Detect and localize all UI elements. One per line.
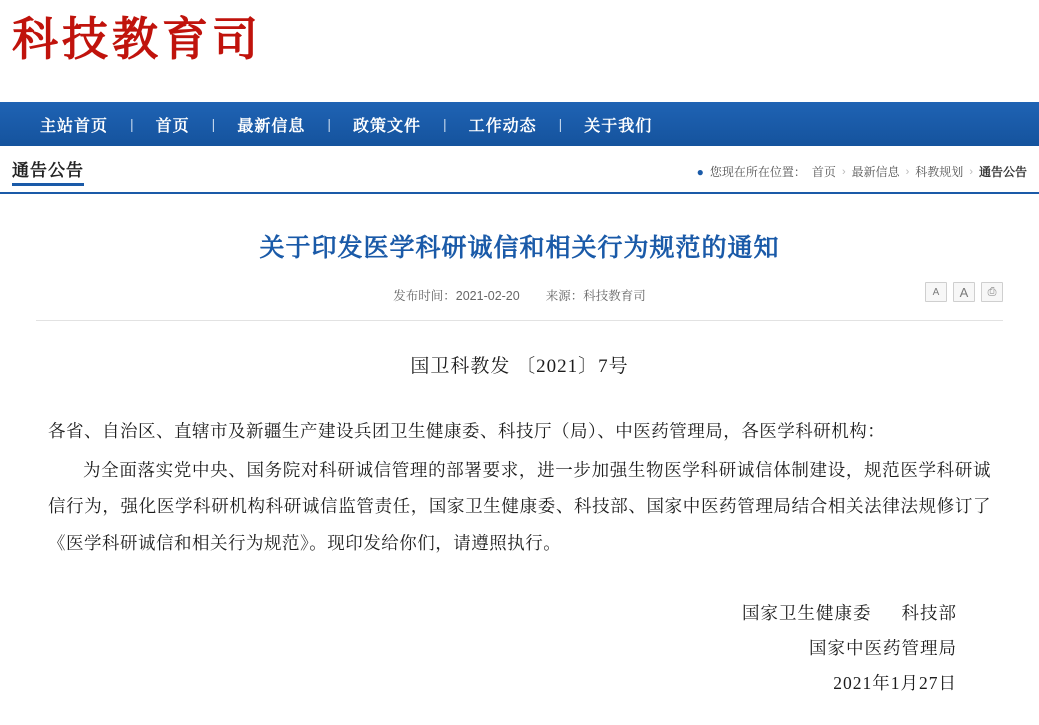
signature-tcm-admin: 国家中医药管理局 (809, 637, 957, 658)
breadcrumb-separator: › (841, 165, 846, 178)
nav-separator: | (442, 116, 447, 132)
nav-item-main-home[interactable]: 主站首页 (40, 117, 109, 135)
nav-item-work-updates[interactable]: 工作动态 (468, 117, 537, 135)
nav-item-home[interactable]: 首页 (155, 117, 190, 135)
decrease-font-button[interactable]: A (925, 282, 947, 302)
nav-separator: | (327, 116, 331, 132)
breadcrumb-item-current: 通告公告 (978, 165, 1027, 179)
breadcrumb-item-science-education-plan[interactable]: 科教规划 (915, 165, 964, 179)
location-pin-icon: ● (696, 164, 704, 179)
nav-item-policy-documents[interactable]: 政策文件 (352, 117, 421, 135)
signature-nhc: 国家卫生健康委 (742, 602, 872, 623)
publish-time-label: 发布时间： (393, 289, 456, 303)
nav-item-latest-info[interactable]: 最新信息 (237, 117, 306, 135)
breadcrumb-separator: › (905, 165, 910, 178)
nav-separator: | (558, 116, 563, 132)
article-paragraph: 各省、自治区、直辖市及新疆生产建设兵团卫生健康委、科技厅（局）、中医药管理局，各医学科研机构： (48, 420, 886, 441)
article (0, 194, 1039, 701)
article-title: 关于印发医学科研诚信和相关行为规范的通知 (259, 235, 780, 262)
signature-line-agencies (48, 596, 957, 631)
site-logo: 科技教育司 (12, 14, 262, 65)
signature-most: 科技部 (901, 602, 957, 623)
page-title: 通告公告 (12, 156, 84, 186)
signature-date: 2021年1月27日 (833, 672, 957, 693)
document-number: 国卫科教发 〔2021〕7号 (410, 356, 629, 377)
source-value: 科技教育司 (583, 289, 646, 303)
section-bar (0, 146, 1039, 194)
increase-font-button[interactable]: A (953, 282, 975, 302)
article-paragraph: 为全面落实党中央、国务院对科研诚信管理的部署要求，进一步加强生物医学科研诚信体制建设，规范医学科研诚信行为，强化医学科研机构科研诚信监管责任，国家卫生健康委、科技部、国家中医药管理局结合相关法律法规修订了《医学科研诚信和相关行为规范》。现印发给你们，请遵照执行。 (48, 459, 991, 554)
article-body (36, 347, 1003, 701)
breadcrumb-separator: › (969, 165, 973, 178)
article-signature (48, 596, 991, 701)
breadcrumb-item-home[interactable]: 首页 (811, 165, 836, 179)
nav-separator: | (130, 116, 134, 132)
source-label: 来源： (545, 289, 584, 303)
article-tools (925, 282, 1003, 302)
nav-separator: | (211, 116, 216, 132)
publish-time-value: 2021-02-20 (455, 289, 520, 303)
breadcrumb (697, 163, 1027, 186)
breadcrumb-item-latest-info[interactable]: 最新信息 (851, 165, 900, 179)
print-icon[interactable]: ⎙ (981, 282, 1003, 302)
article-source (546, 286, 646, 304)
publish-time (393, 286, 519, 304)
main-navigation (0, 102, 1039, 146)
nav-item-about-us[interactable]: 关于我们 (584, 117, 653, 135)
site-header (0, 0, 1039, 102)
breadcrumb-prefix: 您现在所在位置： (709, 165, 806, 179)
article-meta (36, 286, 1003, 321)
